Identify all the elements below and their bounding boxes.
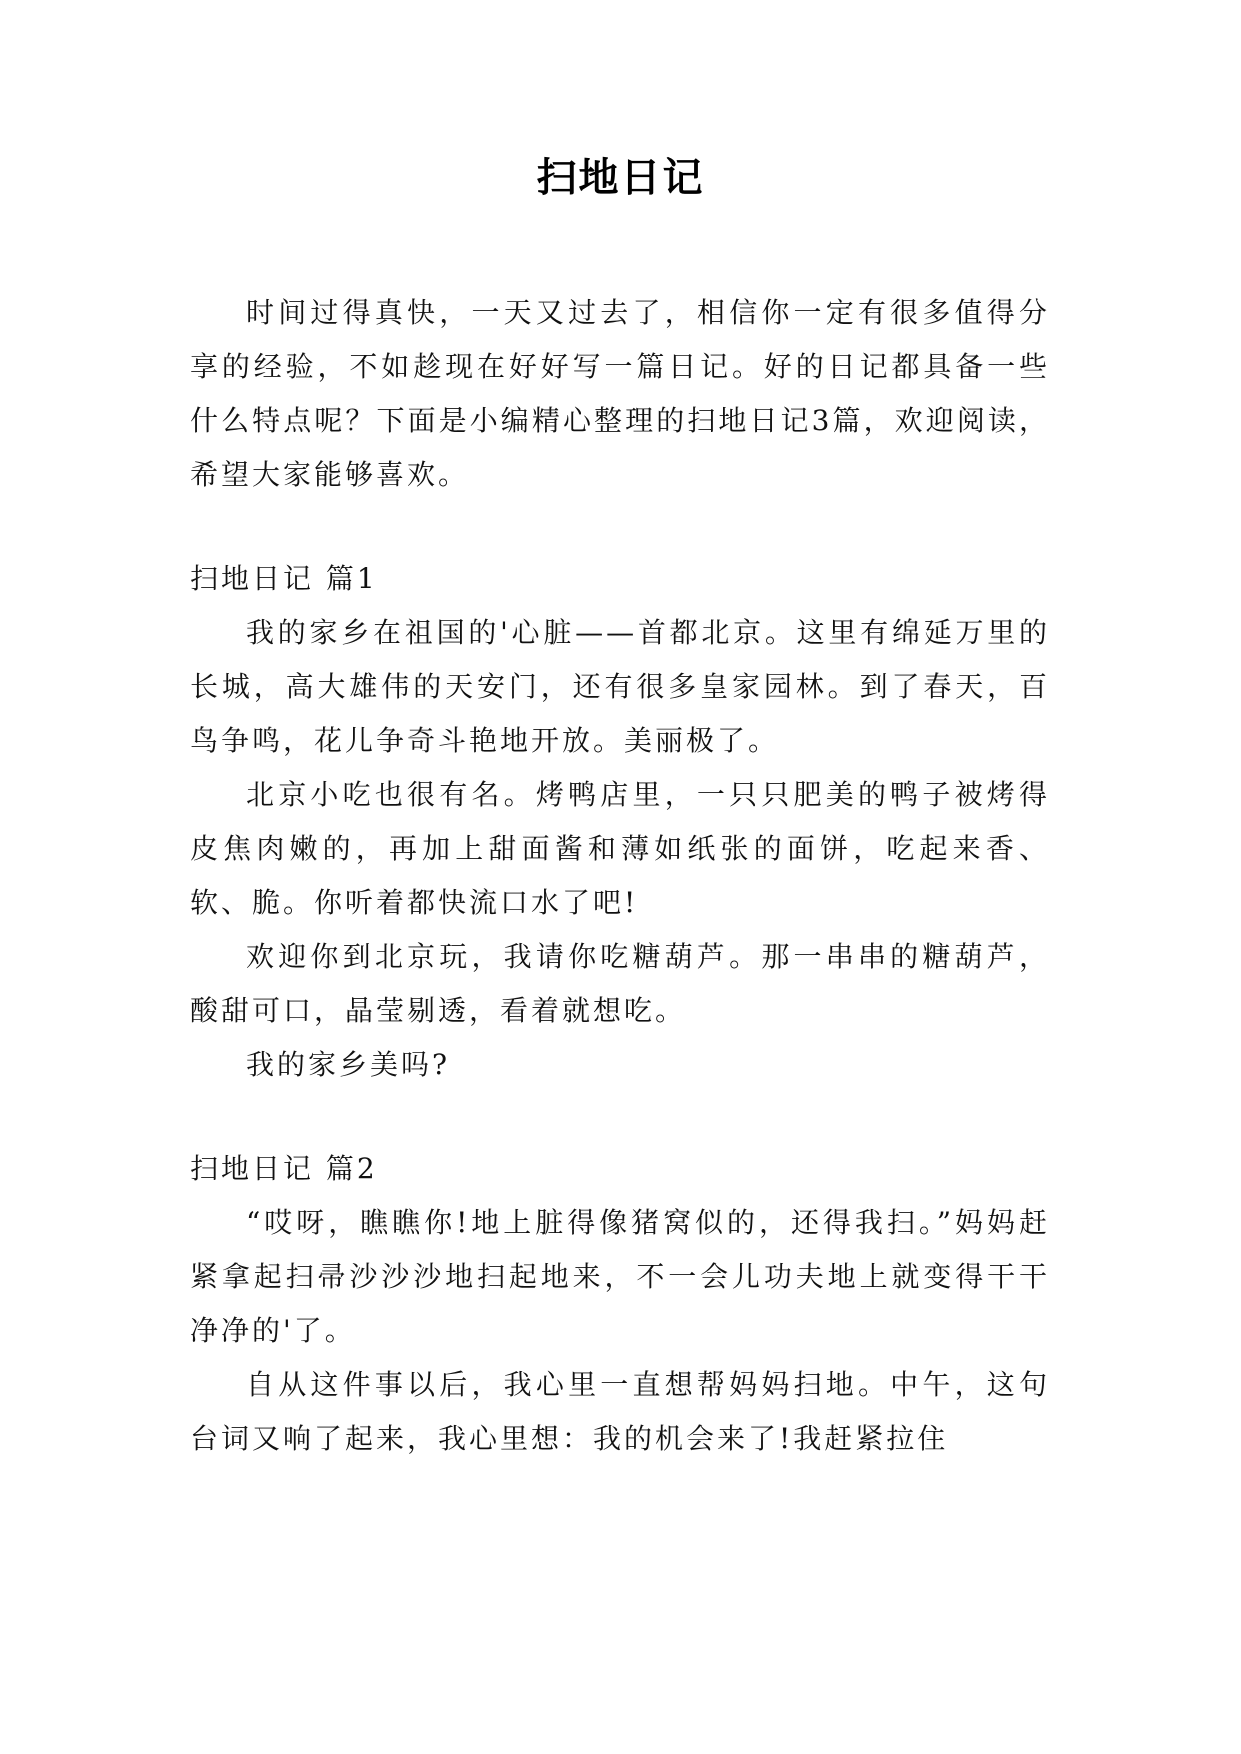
document-body: [190, 286, 1050, 1466]
document-title: 扫地日记: [536, 155, 705, 201]
section-1-heading: 扫地日记 篇1: [190, 562, 378, 595]
intro-paragraph: 时间过得真快，一天又过去了，相信你一定有很多值得分享的经验，不如趁现在好好写一篇日记。好的日记都具备一些什么特点呢？下面是小编精心整理的扫地日记3篇，欢迎阅读，希望大家能够喜欢。: [190, 296, 1050, 491]
section-2-paragraph-1: “哎呀，瞧瞧你!地上脏得像猪窝似的，还得我扫。”妈妈赶紧拿起扫帚沙沙沙地扫起地来，不一会儿功夫地上就变得干干净净的'了。: [190, 1206, 1050, 1347]
section-2-paragraph-2: 自从这件事以后，我心里一直想帮妈妈扫地。中午，这句台词又响了起来，我心里想：我的机会来了!我赶紧拉住: [190, 1368, 1050, 1455]
section-2-heading: 扫地日记 篇2: [190, 1152, 378, 1185]
section-1-paragraph-1: 我的家乡在祖国的'心脏——首都北京。这里有绵延万里的长城，高大雄伟的天安门，还有很多皇家园林。到了春天，百鸟争鸣，花儿争奇斗艳地开放。美丽极了。: [190, 616, 1050, 757]
section-1-paragraph-4: 我的家乡美吗?: [246, 1048, 451, 1081]
section-1-paragraph-2: 北京小吃也很有名。烤鸭店里，一只只肥美的鸭子被烤得皮焦肉嫩的，再加上甜面酱和薄如纸张的面饼，吃起来香、软、脆。你听着都快流口水了吧!: [190, 778, 1050, 919]
section-1-paragraph-3: 欢迎你到北京玩，我请你吃糖葫芦。那一串串的糖葫芦，酸甜可口，晶莹剔透，看着就想吃。: [190, 940, 1050, 1027]
